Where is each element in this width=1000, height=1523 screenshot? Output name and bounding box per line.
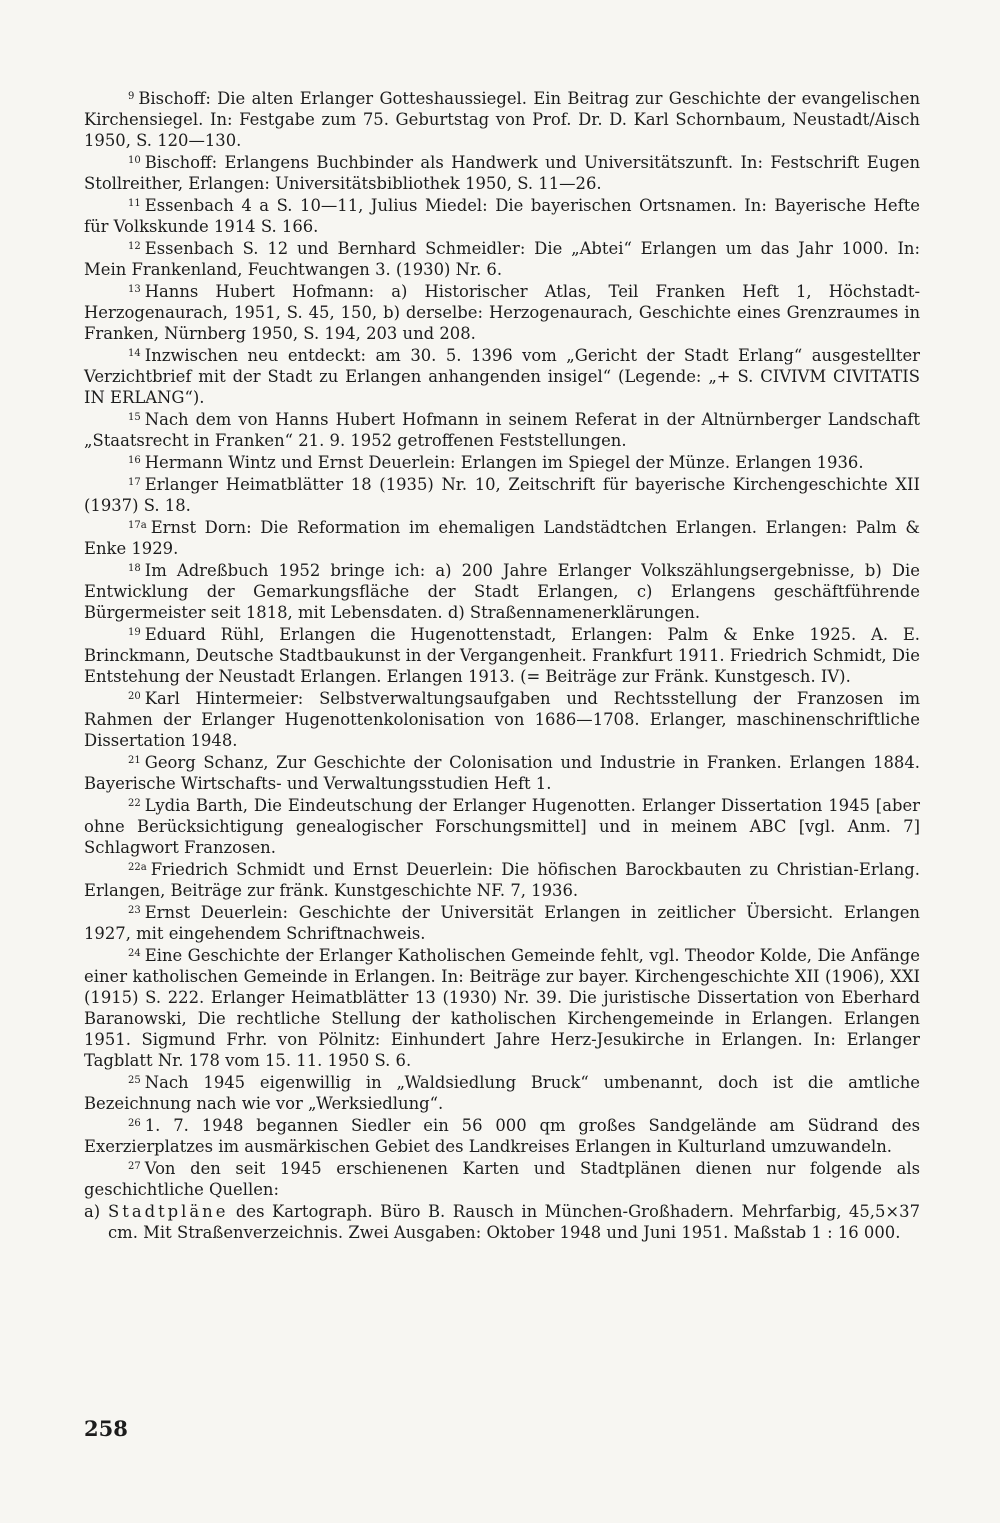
footnote-number: 20 (128, 691, 141, 702)
footnote (84, 195, 920, 237)
footnote-text: Essenbach S. 12 und Bernhard Schmeidler: Die „Abtei“ Erlangen um das Jahr 1000. In: Mein Frankenland, Feuchtwangen 3. (1930) Nr. 6. (84, 239, 920, 279)
footnote-number: 25 (128, 1075, 141, 1086)
footnote-number: 9 (128, 91, 135, 102)
footnote-text: Hanns Hubert Hofmann: a) Historischer Atlas, Teil Franken Heft 1, Höchstadt-Herzogenaurach, 1951, S. 45, 150, b) derselbe: Herzogenaurach, Geschichte eines Grenzraumes in Franken, Nürnberg 1950, S. 194, 203 und 208. (84, 282, 920, 343)
footnote-number: 12 (128, 241, 141, 252)
footnote (84, 281, 920, 344)
footnote (84, 795, 920, 858)
footnote-text: Eine Geschichte der Erlanger Katholischen Gemeinde fehlt, vgl. Theodor Kolde, Die Anfänge einer katholischen Gemeinde in Erlangen. In: Beiträge zur bayer. Kirchengeschichte XII (1906), XXI (1915) S. 222. Erlanger Heimatblätter 13 (1930) Nr. 39. Die juristische Dissertation von Eberhard Baranowski, Die rechtliche Stellung der katholischen Kirchengemeinde in Erlangen. Erlangen 1951. Sigmund Frhr. von Pölnitz: Einhundert Jahre Herz-Jesukirche in Erlangen. In: Erlanger Tagblatt Nr. 178 vom 15. 11. 1950 S. 6. (84, 946, 920, 1070)
footnote (84, 688, 920, 751)
footnote-subitem (84, 1201, 920, 1243)
footnote-text: Ernst Dorn: Die Reformation im ehemaligen Landstädtchen Erlangen. Erlangen: Palm & Enke 1929. (84, 518, 920, 558)
footnote (84, 945, 920, 1071)
footnote-number: 26 (128, 1118, 141, 1129)
footnote (84, 902, 920, 944)
footnote (84, 88, 920, 151)
footnote-number: 27 (128, 1161, 141, 1172)
footnote (84, 624, 920, 687)
footnote (84, 752, 920, 794)
footnote (84, 409, 920, 451)
footnote-number: 17a (128, 520, 147, 531)
footnote-text: Nach dem von Hanns Hubert Hofmann in seinem Referat in der Altnürnberger Landschaft „Staatsrecht in Franken“ 21. 9. 1952 getroffenen Feststellungen. (84, 410, 920, 450)
footnote-text: Georg Schanz, Zur Geschichte der Colonisation und Industrie in Franken. Erlangen 1884. Bayerische Wirtschafts- und Verwaltungsstudien Heft 1. (84, 753, 920, 793)
footnote (84, 1158, 920, 1200)
footnote-text: Inzwischen neu entdeckt: am 30. 5. 1396 vom „Gericht der Stadt Erlang“ ausgestellter Verzichtbrief mit der Stadt zu Erlangen anhangenden insigel“ (Legende: „+ S. CIVIVM CIVITATIS IN ERLANG“). (84, 346, 920, 407)
footnote-number: 15 (128, 412, 141, 423)
footnote-number: 19 (128, 627, 141, 638)
footnote (84, 152, 920, 194)
footnote-text: Nach 1945 eigenwillig in „Waldsiedlung Bruck“ umbenannt, doch ist die amtliche Bezeichnung nach wie vor „Werksiedlung“. (84, 1073, 920, 1113)
footnote-number: 21 (128, 755, 141, 766)
footnote-number: 18 (128, 563, 141, 574)
footnote-text: Eduard Rühl, Erlangen die Hugenottenstadt, Erlangen: Palm & Enke 1925. A. E. Brinckmann, Deutsche Stadtbaukunst in der Vergangenheit. Frankfurt 1911. Friedrich Schmidt, Die Entstehung der Neustadt Erlangen. Erlangen 1913. (= Beiträge zur Fränk. Kunstgesch. IV). (84, 625, 920, 686)
footnote (84, 474, 920, 516)
footnote-text: Von den seit 1945 erschienenen Karten und Stadtplänen dienen nur folgende als geschichtliche Quellen: (84, 1159, 920, 1199)
page-number: 258 (84, 1416, 128, 1441)
footnote (84, 517, 920, 559)
footnote-text: Karl Hintermeier: Selbstverwaltungsaufgaben und Rechtsstellung der Franzosen im Rahmen der Erlanger Hugenottenkolonisation von 1686—1708. Erlanger, maschinenschriftliche Dissertation 1948. (84, 689, 920, 750)
footnote-text: Lydia Barth, Die Eindeutschung der Erlanger Hugenotten. Erlanger Dissertation 1945 [aber ohne Berücksichtigung genealogischer Forschungsmittel] und in meinem ABC [vgl. Anm. 7] Schlagwort Franzosen. (84, 796, 920, 857)
footnote-number: 22 (128, 798, 141, 809)
footnote-number: 17 (128, 477, 141, 488)
footnote-text: Essenbach 4 a S. 10—11, Julius Miedel: Die bayerischen Ortsnamen. In: Bayerische Hefte für Volkskunde 1914 S. 166. (84, 196, 920, 236)
footnote-number: 16 (128, 455, 141, 466)
footnote-text: Bischoff: Die alten Erlanger Gotteshaussiegel. Ein Beitrag zur Geschichte der evangelischen Kirchensiegel. In: Festgabe zum 75. Geburtstag von Prof. Dr. D. Karl Schornbaum, Neustadt/Aisch 1950, S. 120—130. (84, 89, 920, 150)
footnote (84, 345, 920, 408)
footnote-number: 10 (128, 155, 141, 166)
subitem-text: des Kartograph. Büro B. Rausch in München-Großhadern. Mehrfarbig, 45,5×37 cm. Mit Straßenverzeichnis. Zwei Ausgaben: Oktober 1948 und Juni 1951. Maßstab 1 : 16 000. (108, 1202, 920, 1242)
footnote-number: 24 (128, 948, 141, 959)
footnotes (84, 88, 920, 1244)
footnote-text: 1. 7. 1948 begannen Siedler ein 56 000 qm großes Sandgelände am Südrand des Exerzierplatzes im ausmärkischen Gebiet des Landkreises Erlangen in Kulturland umzuwandeln. (84, 1116, 920, 1156)
footnote-text: Erlanger Heimatblätter 18 (1935) Nr. 10, Zeitschrift für bayerische Kirchengeschichte XII (1937) S. 18. (84, 475, 920, 515)
footnote-number: 14 (128, 348, 141, 359)
footnote (84, 1115, 920, 1157)
footnote (84, 1072, 920, 1114)
footnote (84, 560, 920, 623)
footnote (84, 452, 920, 473)
subitem-label: a) (84, 1202, 101, 1221)
footnote-number: 13 (128, 284, 141, 295)
footnote-number: 23 (128, 905, 141, 916)
subitem-spaced-term: Stadtpläne (108, 1202, 229, 1221)
footnote (84, 238, 920, 280)
footnote-text: Hermann Wintz und Ernst Deuerlein: Erlangen im Spiegel der Münze. Erlangen 1936. (144, 453, 864, 472)
footnote-text: Ernst Deuerlein: Geschichte der Universität Erlangen in zeitlicher Übersicht. Erlangen 1927, mit eingehendem Schriftnachweis. (84, 903, 920, 943)
footnote-text: Bischoff: Erlangens Buchbinder als Handwerk und Universitätszunft. In: Festschrift Eugen Stollreither, Erlangen: Universitätsbibliothek 1950, S. 11—26. (84, 153, 920, 193)
footnote-number: 22a (128, 862, 147, 873)
footnote-text: Im Adreßbuch 1952 bringe ich: a) 200 Jahre Erlanger Volkszählungsergebnisse, b) Die Entwicklung der Gemarkungsfläche der Stadt Erlangen, c) Erlangens geschäftführende Bürgermeister seit 1818, mit Lebensdaten. d) Straßennamenerklärungen. (84, 561, 920, 622)
footnote (84, 859, 920, 901)
footnote-number: 11 (128, 198, 141, 209)
footnote-text: Friedrich Schmidt und Ernst Deuerlein: Die höfischen Barockbauten zu Christian-Erlang. Erlangen, Beiträge zur fränk. Kunstgeschichte NF. 7, 1936. (84, 860, 920, 900)
